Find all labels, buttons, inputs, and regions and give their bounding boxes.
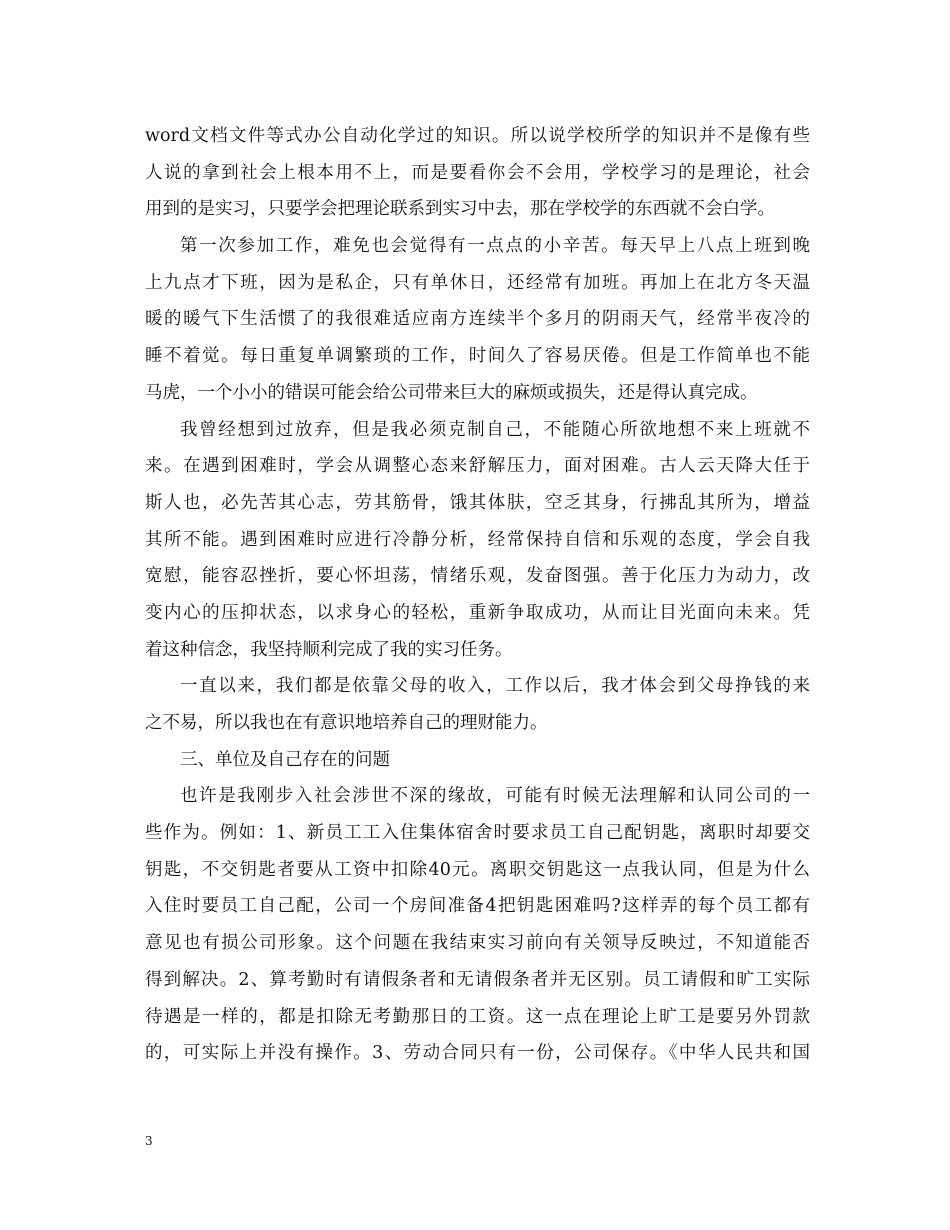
page-number: 3 — [145, 1134, 153, 1148]
paragraph — [145, 412, 810, 669]
text-line: 待遇是一样的，都是扣除无考勤那日的工资。这一点在理论上旷工是要另外罚款 — [145, 1006, 810, 1027]
text-line: 暖的暖气下生活惯了的我很难适应南方连续半个多月的阴雨天气，经常半夜冷的 — [145, 309, 810, 330]
paragraph — [145, 742, 810, 779]
text-line: 用到的是实习，只要学会把理论联系到实习中去，那在学校学的东西就不会白学。 — [145, 199, 775, 220]
text-line: 来。在遇到困难时，学会从调整心态来舒解压力，面对困难。古人云天降大任于 — [145, 456, 810, 477]
paragraph — [145, 778, 810, 1072]
text-line: 马虎，一个小小的错误可能会给公司带来巨大的麻烦或损失，还是得认真完成。 — [145, 382, 758, 403]
text-line: 我曾经想到过放弃，但是我必须克制自己，不能随心所欲地想不来上班就不 — [180, 419, 810, 440]
text-line: 一直以来，我们都是依靠父母的收入，工作以后，我才体会到父母挣钱的来 — [180, 676, 810, 697]
text-line: 睡不着觉。每日重复单调繁琐的工作，时间久了容易厌倦。但是工作简单也不能 — [145, 346, 810, 367]
text-line: 人说的拿到社会上根本用不上，而是要看你会不会用，学校学习的是理论，社会 — [145, 162, 810, 183]
text-line: 变内心的压抑状态，以求身心的轻松，重新争取成功，从而让目光面向未来。凭 — [145, 602, 810, 623]
text-line: word文档文件等式办公自动化学过的知识。所以说学校所学的知识并不是像有些 — [145, 126, 810, 146]
text-line: 第一次参加工作，难免也会觉得有一点点的小辛苦。每天早上八点上班到晚 — [180, 236, 810, 257]
text-line: 着这种信念，我坚持顺利完成了我的实习任务。 — [145, 639, 513, 660]
text-line: 的，可实际上并没有操作。3、劳动合同只有一份，公司保存。《中华人民共和国 — [145, 1043, 810, 1064]
paragraph — [145, 668, 810, 741]
text-line: 得到解决。2、算考勤时有请假条者和无请假条者并无区别。员工请假和旷工实际 — [145, 969, 810, 990]
text-line: 其所不能。遇到困难时应进行冷静分析，经常保持自信和乐观的态度，学会自我 — [145, 529, 810, 550]
document-body — [145, 118, 810, 1072]
text-line: 宽慰，能容忍挫折，要心怀坦荡，情绪乐观，发奋图强。善于化压力为动力，改 — [145, 566, 810, 587]
text-line: 意见也有损公司形象。这个问题在我结束实习前向有关领导反映过，不知道能否 — [145, 933, 810, 954]
text-line: 斯人也，必先苦其心志，劳其筋骨，饿其体肤，空乏其身，行拂乱其所为，增益 — [145, 492, 810, 513]
text-line: 上九点才下班，因为是私企，只有单休日，还经常有加班。再加上在北方冬天温 — [145, 272, 810, 293]
text-line: 钥匙，不交钥匙者要从工资中扣除40元。离职交钥匙这一点我认同，但是为什么 — [145, 859, 810, 880]
text-line: 些作为。例如：1、新员工工入住集体宿舍时要求员工自己配钥匙，离职时却要交 — [145, 823, 810, 844]
text-line: 入住时要员工自己配，公司一个房间准备4把钥匙困难吗?这样弄的每个员工都有 — [145, 896, 810, 917]
text-line: 也许是我刚步入社会涉世不深的缘故，可能有时候无法理解和认同公司的一 — [180, 786, 810, 807]
text-line: 三、单位及自己存在的问题 — [180, 749, 390, 770]
text-line: 之不易，所以我也在有意识地培养自己的理财能力。 — [145, 713, 548, 733]
paragraph — [145, 228, 810, 411]
paragraph — [145, 118, 810, 228]
